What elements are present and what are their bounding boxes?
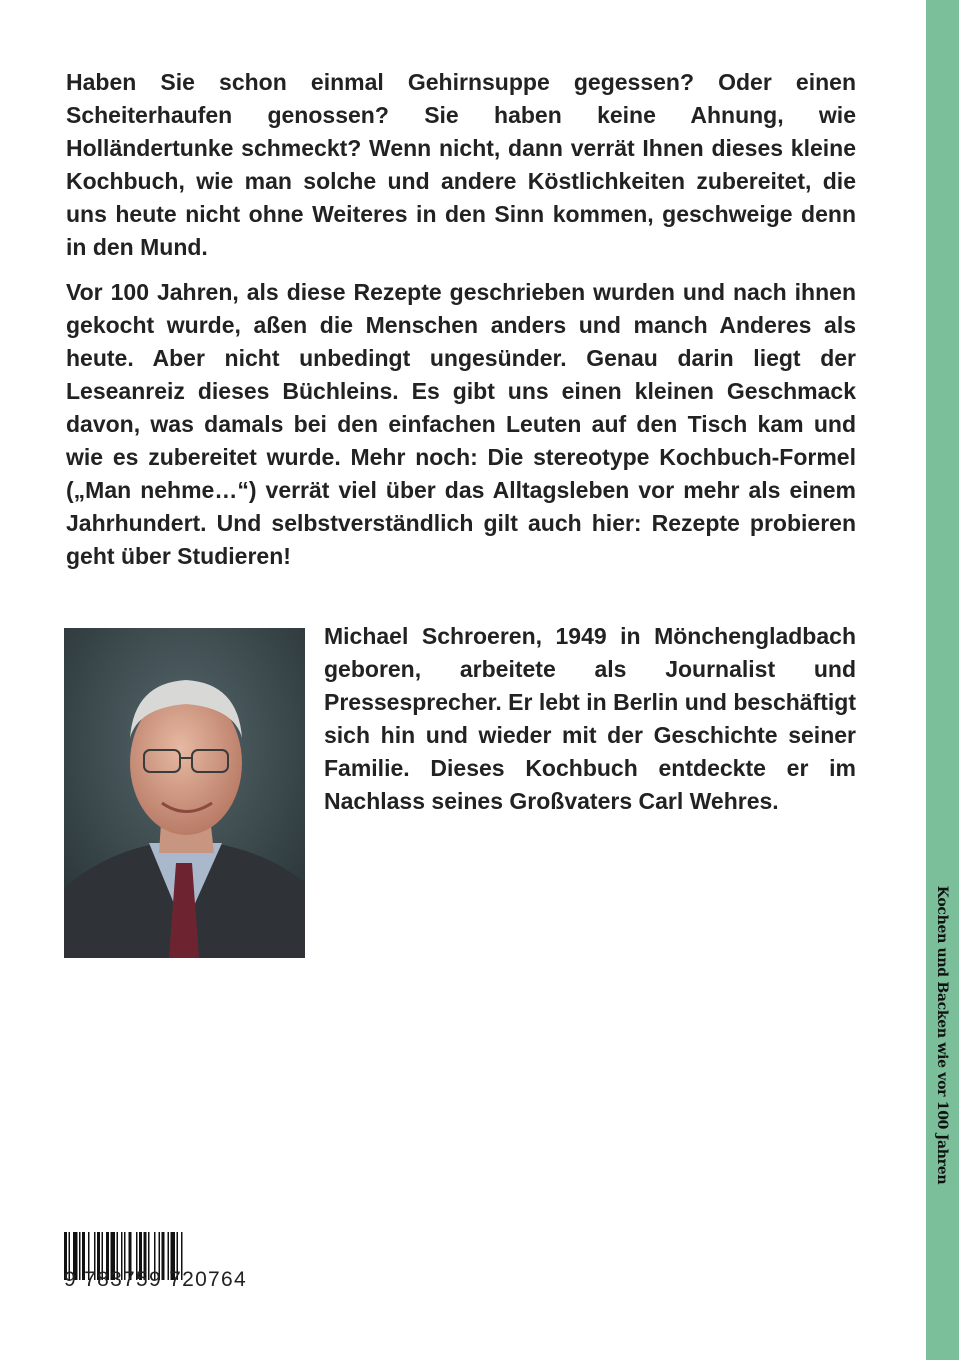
spine <box>926 0 959 1360</box>
blurb-paragraph: Vor 100 Jahren, als diese Rezepte geschrieben wurden und nach ihnen gekocht wurde, aßen die Menschen anders und manch Anderes als heute. Aber nicht unbedingt ungesünder. Genau darin liegt der Leseanreiz dieses Büchleins. Es gibt uns einen kleinen Geschmack davon, was damals bei den einfachen Leuten auf den Tisch kam und wie es zubereitet wurde. Mehr noch: Die stereotype Kochbuch-Formel („Man nehme…“) verrät viel über das Alltagsleben vor mehr als einem Jahrhundert. Und selbstverständlich gilt auch hier: Rezepte probieren geht über Studieren! <box>66 279 856 569</box>
blurb-paragraph: Haben Sie schon einmal Gehirnsuppe gegessen? Oder einen Scheiterhaufen genossen? Sie haben keine Ahnung, wie Holländertunke schmeckt? Wenn nicht, dann verrät Ihnen dieses kleine Kochbuch, wie man solche und andere Köstlichkeiten zubereitet, die uns heute nicht ohne Weiteres in den Sinn kommen, geschweige denn in den Mund. <box>66 69 856 260</box>
isbn-number: 9 783759 720764 <box>64 1268 247 1291</box>
author-bio <box>324 620 856 818</box>
author-photo <box>64 628 305 958</box>
blurb <box>66 66 856 585</box>
spine-title: Kochen und Backen wie vor 100 Jahren <box>934 885 950 1185</box>
author-bio-text: Michael Schroeren, 1949 in Mönchengladbach geboren, arbeitete als Journalist und Pressesprecher. Er lebt in Berlin und beschäftigt sich hin und wieder mit der Geschichte seiner Familie. Dieses Kochbuch entdeckte er im Nachlass seines Großvaters Carl Wehres. <box>324 623 856 814</box>
